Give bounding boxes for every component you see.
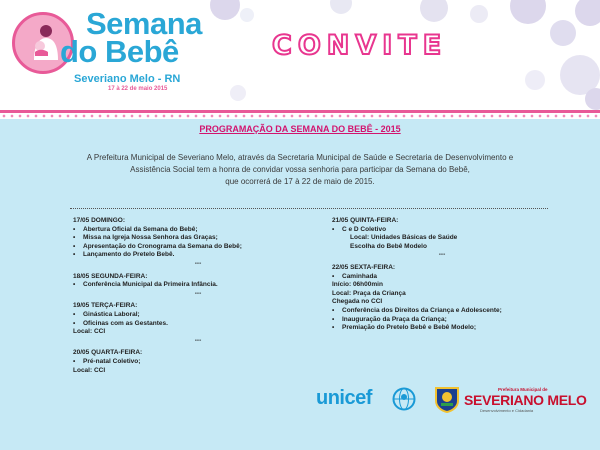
intro-text [70,152,530,188]
invitation-body [0,119,600,450]
schedule-item: • Lançamento do Pretelo Bebê. [73,251,323,260]
municipal-crest-icon [434,385,460,413]
separator-dash: --- [194,289,202,297]
decor-bubble [510,0,546,24]
decor-bubble [470,5,488,23]
unicef-logo-text: unicef [316,387,372,409]
decor-bubble [210,0,240,20]
location-text: Local: CCI [73,366,106,374]
prefeitura-label: Prefeitura Municipal de [498,387,548,392]
decor-bubble [420,0,448,22]
day-heading: 17/05 DOMINGO: [73,217,126,224]
decor-bubble [585,88,600,110]
separator-dash: --- [194,336,202,344]
intro-line: A Prefeitura Municipal de Severiano Melo, através da Secretaria Municipal de Saúde e Secretaria de Desenvolvimento e [86,153,514,162]
schedule-item: • Apresentação do Cronograma da Semana do Bebê; [73,243,323,252]
unicef-globe-icon [392,387,416,411]
separator-dash: --- [194,259,202,267]
day-heading: 22/05 SEXTA-FEIRA: [332,263,396,271]
schedule-item: • Conferência Municipal da Primeira Infância. [73,281,323,290]
logo-city: Severiano Melo - RN [74,73,181,85]
schedule-item: • Pré-natal Coletivo; [73,358,323,367]
schedule-item: • C e D Coletivo [332,226,552,235]
decor-bubble [575,0,600,26]
intro-line: que ocorrerá de 17 à 22 de maio de 2015. [225,177,375,186]
municipality-name: SEVERIANO MELO [464,392,587,408]
schedule-item: • Abertura Oficial da Semana do Bebê; [73,226,323,235]
header [0,0,600,110]
arrival-text: Chegada no CCI [332,298,383,306]
location-text: Local: Praça da Criança [332,289,406,297]
convite-heading: CONVITE [272,30,448,61]
decor-bubble [525,70,545,90]
decor-bubble [240,8,254,22]
decor-bubble [550,20,576,46]
program-title: PROGRAMAÇÃO DA SEMANA DO BEBÊ - 2015 [199,124,401,134]
day-heading: 20/05 QUARTA-FEIRA: [73,349,143,357]
day-heading: 21/05 QUINTA-FEIRA: [332,217,399,224]
logo-dates: 17 à 22 de maio 2015 [108,86,168,92]
schedule-item: • Premiação do Pretelo Bebê e Bebê Modelo; [332,324,552,333]
decor-bubble [330,0,352,14]
divider [70,208,548,209]
schedule-item: • Ginástica Laboral; [73,311,323,320]
logo-title-line2: do Bebê [60,34,179,69]
schedule-right-column [332,217,552,333]
schedule-item: • Conferência dos Direitos da Criança e Adolescente; [332,307,552,316]
schedule-item: • Inauguração da Praça da Criança; [332,316,552,325]
logo-title-line1: Semana [86,6,202,41]
municipality-tagline: Desenvolvimento e Cidadania [480,408,534,413]
separator-dash: --- [438,251,446,259]
decor-bubble [230,85,246,101]
schedule-left-column [73,217,323,375]
day-heading: 18/05 SEGUNDA-FEIRA: [73,272,148,280]
schedule-subitem: Escolha do Bebê Modelo [350,242,427,250]
location-text: Local: CCI [73,328,106,336]
day-heading: 19/05 TERÇA-FEIRA: [73,302,138,310]
schedule-item: • Missa na Igreja Nossa Senhora das Graças; [73,234,323,243]
schedule-item: • Caminhada [332,273,552,282]
mother-baby-icon [26,22,62,62]
schedule-item: • Oficinas com as Gestantes. [73,320,323,329]
intro-line: Assistência Social tem a honra de convidar vossa senhoria para participar da Semana do Bebê, [130,165,470,174]
start-time-text: Início: 06h00min [332,281,383,289]
location-text: Local: Unidades Básicas de Saúde [350,234,458,242]
